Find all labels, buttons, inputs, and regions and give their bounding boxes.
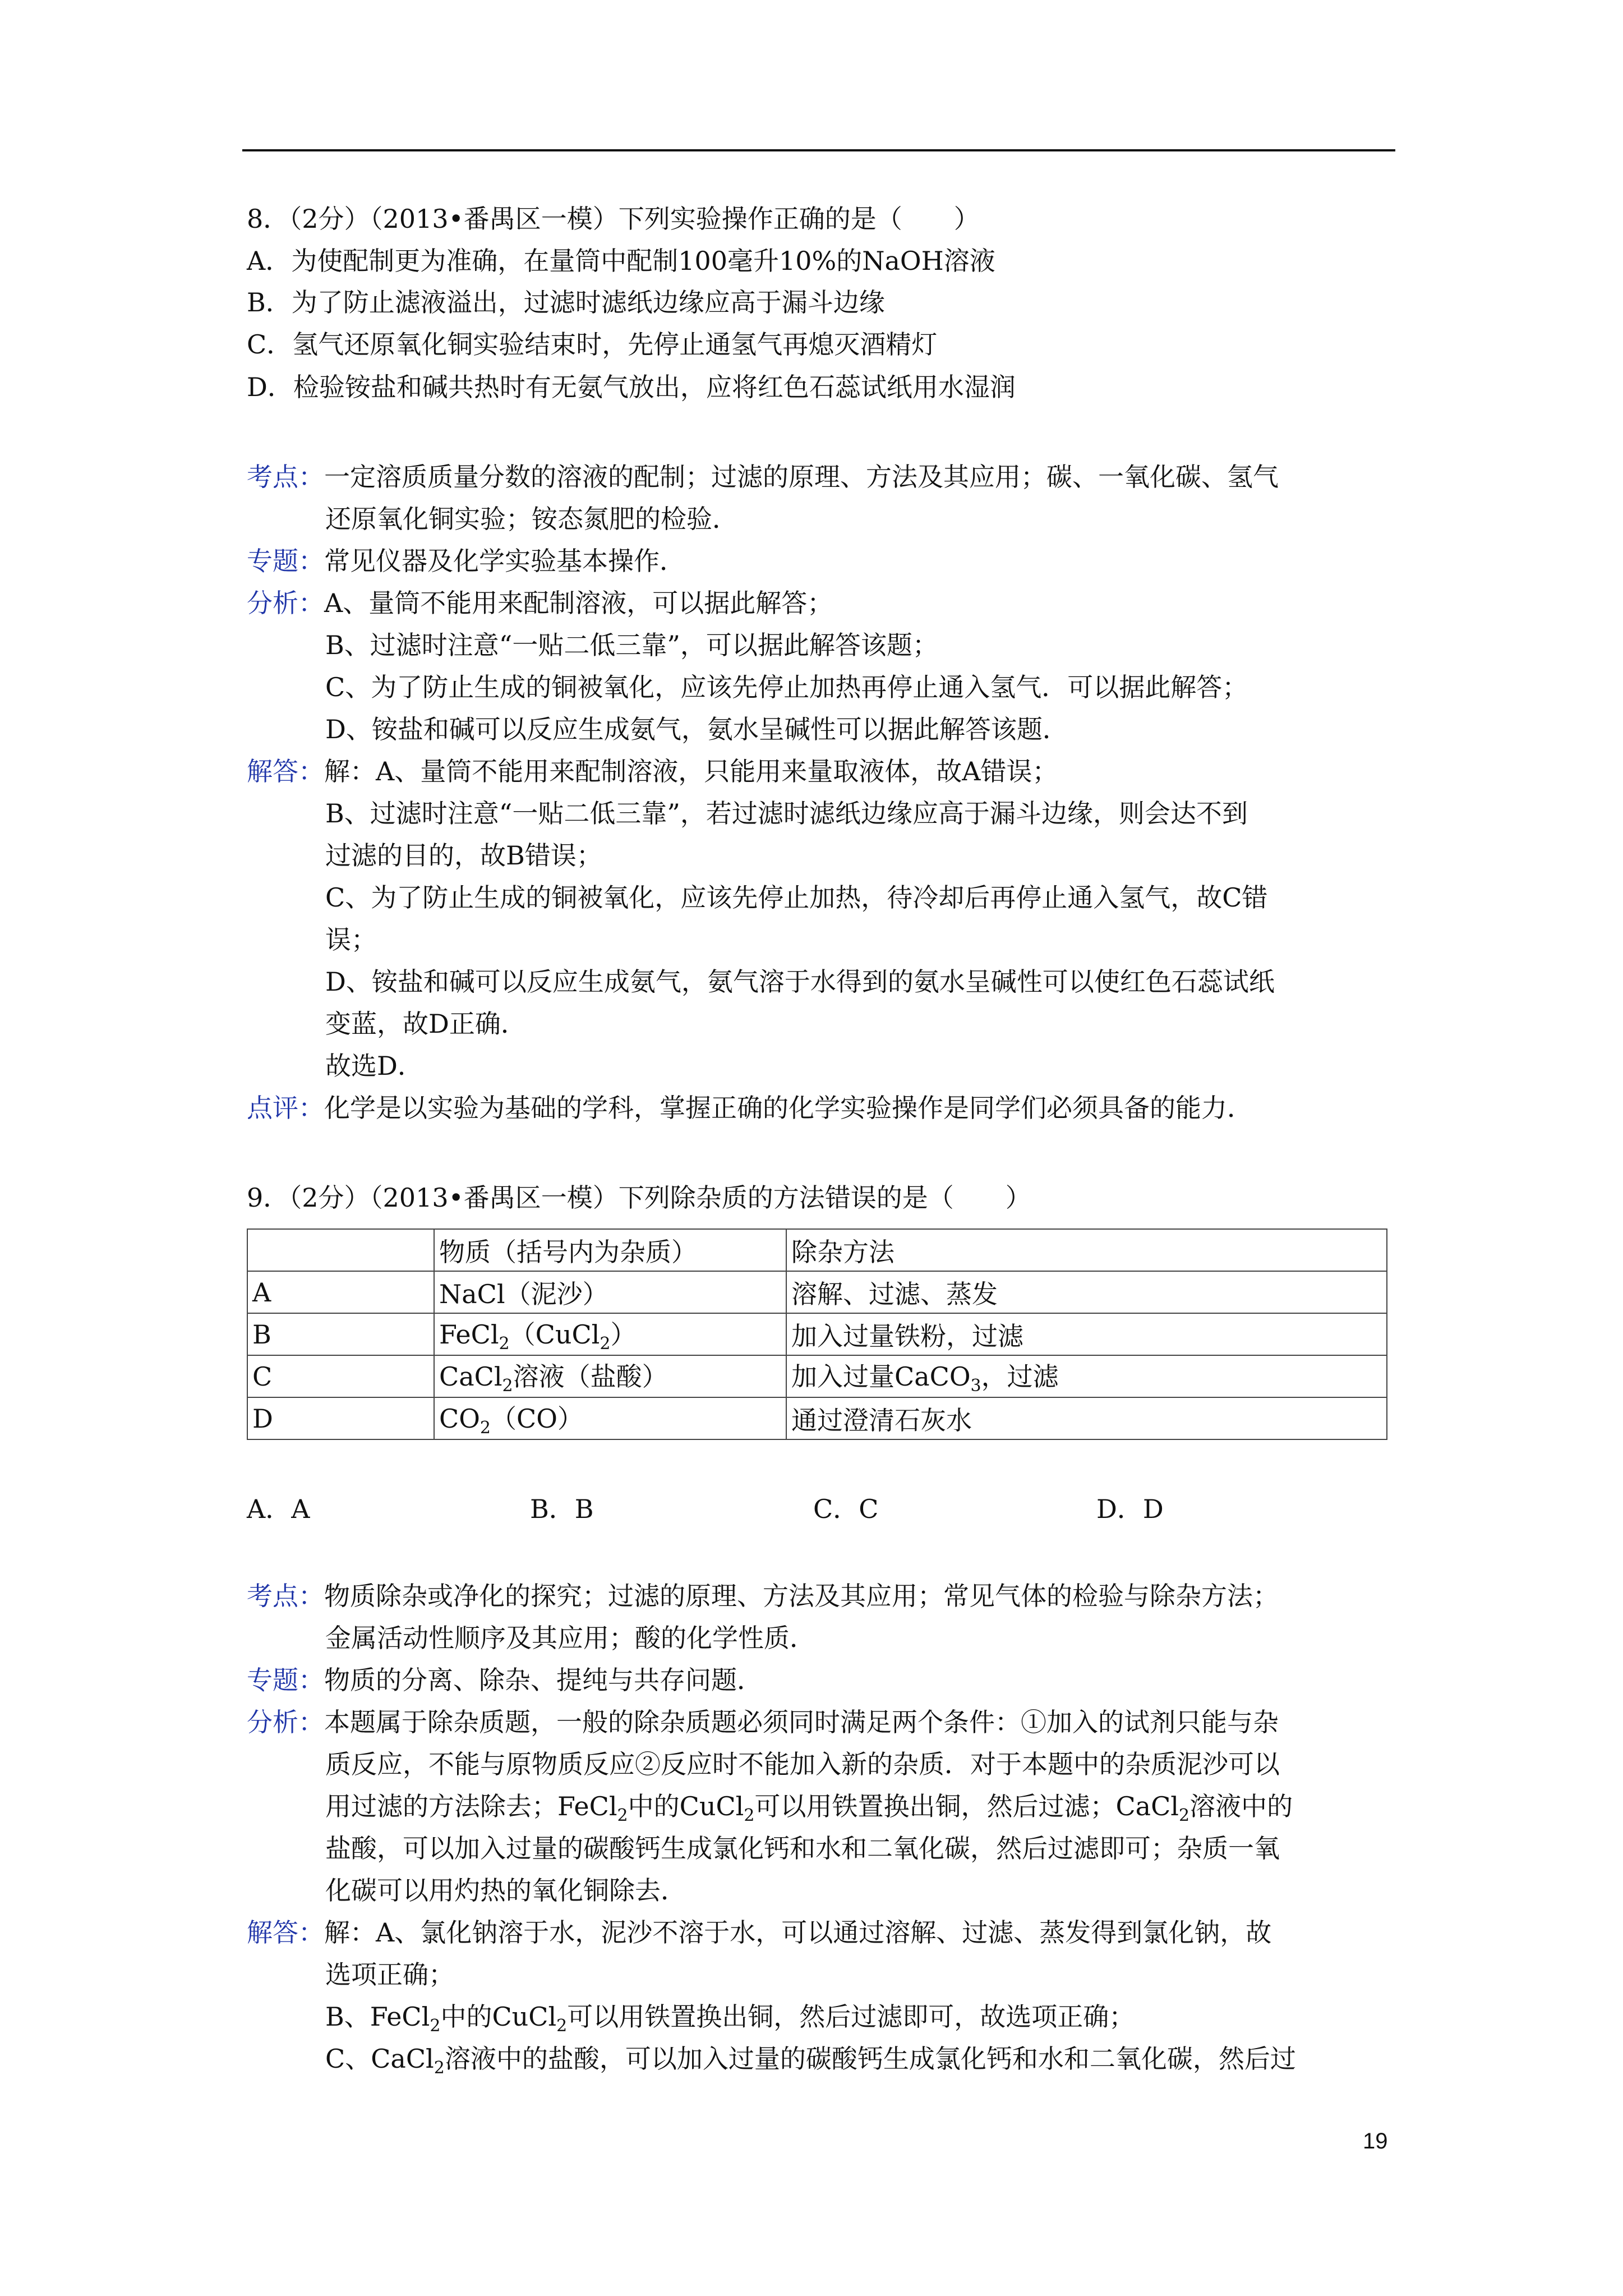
table-header-row <box>247 1229 1387 1271</box>
table-cell: CaCl$_2$溶液（盐酸） <box>434 1355 786 1397</box>
q9-jieda-line: C、CaCl$_2$溶液中的盐酸，可以加入过量的碳酸钙生成氯化钙和水和二氧化碳，然后过 <box>325 2044 1296 2078</box>
table-cell: 通过澄清石灰水 <box>786 1397 1387 1439</box>
q8-dianping: 点评：化学是以实验为基础的学科，掌握正确的化学实验操作是同学们必须具备的能力． <box>247 1093 1253 1123</box>
header-rule <box>242 149 1395 151</box>
table-cell: FeCl$_2$（CuCl$_2$） <box>434 1313 786 1355</box>
q8-jieda-line: B、过滤时注意“一贴二低三靠”，若过滤时滤纸边缘应高于漏斗边缘，则会达不到 <box>325 798 1248 829</box>
fenxi-label: 分析： <box>247 588 324 618</box>
q8-jieda-line: D、铵盐和碱可以反应生成氨气，氨气溶于水得到的氨水呈碱性可以使红色石蕊试纸 <box>325 967 1275 997</box>
q8-jieda-line: 误； <box>325 924 377 955</box>
table-row <box>247 1271 1387 1313</box>
jieda-label: 解答： <box>247 1917 324 1948</box>
table-cell: 除杂方法 <box>786 1229 1387 1271</box>
q9-options-table <box>247 1228 1387 1440</box>
q8-kaodian-cont: 还原氧化铜实验；铵态氮肥的检验． <box>325 504 738 534</box>
q8-fenxi-c: C、为了防止生成的铜被氧化，应该先停止加热再停止通入氢气．可以据此解答； <box>325 672 1248 702</box>
q8-option-c: C．氢气还原氧化铜实验结束时，先停止通氢气再熄灭酒精灯 <box>247 329 938 360</box>
q9-kaodian: 考点：物质除杂或净化的探究；过滤的原理、方法及其应用；常见气体的检验与除杂方法； <box>247 1581 1279 1611</box>
q9-fenxi-line: 盐酸，可以加入过量的碳酸钙生成氯化钙和水和二氧化碳，然后过滤即可；杂质一氧 <box>325 1833 1280 1864</box>
q8-jieda-line: C、为了防止生成的铜被氧化，应该先停止加热，待冷却后再停止通入氢气，故C错 <box>325 882 1268 913</box>
q8-kaodian: 考点：一定溶质质量分数的溶液的配制；过滤的原理、方法及其应用；碳、一氧化碳、氢气 <box>247 462 1279 492</box>
q8-option-b: B．为了防止滤液溢出，过滤时滤纸边缘应高于漏斗边缘 <box>247 287 885 318</box>
table-cell: C <box>247 1355 434 1397</box>
q8-option-d: D．检验铵盐和碱共热时有无氨气放出，应将红色石蕊试纸用水湿润 <box>247 372 1016 402</box>
q9-jieda-line: 选项正确； <box>325 1959 454 1990</box>
table-cell: NaCl（泥沙） <box>434 1271 786 1313</box>
q9-zhuanti: 专题：物质的分离、除杂、提纯与共存问题． <box>247 1665 763 1695</box>
q9-choice-c: C．C <box>813 1494 879 1524</box>
table-cell: 加入过量CaCO$_3$，过滤 <box>786 1355 1387 1397</box>
dianping-label: 点评： <box>247 1093 324 1123</box>
q8-jieda-line: 过滤的目的，故B错误； <box>325 840 602 871</box>
table-row <box>247 1313 1387 1355</box>
q8-option-a: A．为使配制更为准确，在量筒中配制100毫升10%的NaOH溶液 <box>247 246 995 276</box>
table-cell: 加入过量铁粉，过滤 <box>786 1313 1387 1355</box>
q8-fenxi-b: B、过滤时注意“一贴二低三靠”，可以据此解答该题； <box>325 630 938 660</box>
q9-jieda-line: B、FeCl$_2$中的CuCl$_2$可以用铁置换出铜，然后过滤即可，故选项正确； <box>325 2001 1135 2036</box>
q9-jieda: 解答：解：A、氯化钠溶于水，泥沙不溶于水，可以通过溶解、过滤、蒸发得到氯化钠，故 <box>247 1917 1272 1948</box>
q9-kaodian-cont: 金属活动性顺序及其应用；酸的化学性质． <box>325 1623 815 1653</box>
table-cell: 溶解、过滤、蒸发 <box>786 1271 1387 1313</box>
q8-jieda: 解答：解：A、量筒不能用来配制溶液，只能用来量取液体，故A错误； <box>247 756 1058 786</box>
q8-fenxi: 分析：A、量筒不能用来配制溶液，可以据此解答； <box>247 588 833 618</box>
q8-zhuanti: 专题：常见仪器及化学实验基本操作． <box>247 546 685 576</box>
q9-choice-d: D．D <box>1096 1494 1164 1524</box>
q9-fenxi-line: 用过滤的方法除去；FeCl$_2$中的CuCl$_2$可以用铁置换出铜，然后过滤；CaCl$_2$溶液中的 <box>325 1791 1293 1826</box>
q9-fenxi: 分析：本题属于除杂质题，一般的除杂质题必须同时满足两个条件：①加入的试剂只能与杂 <box>247 1707 1279 1737</box>
zhuanti-label: 专题： <box>247 1665 324 1695</box>
q9-fenxi-line: 质反应，不能与原物质反应②反应时不能加入新的杂质．对于本题中的杂质泥沙可以 <box>325 1749 1280 1779</box>
table-row <box>247 1397 1387 1439</box>
table-cell: B <box>247 1313 434 1355</box>
q9-fenxi-line: 化碳可以用灼热的氧化铜除去． <box>325 1875 686 1906</box>
table-cell: 物质（括号内为杂质） <box>434 1229 786 1271</box>
table-cell: D <box>247 1397 434 1439</box>
page-number: 19 <box>1363 2129 1388 2154</box>
table-cell <box>247 1229 434 1271</box>
q9-choice-b: B．B <box>530 1494 594 1524</box>
q9-stem: 9．（2分）（2013•番禺区一模）下列除杂质的方法错误的是（ ） <box>247 1182 1031 1213</box>
zhuanti-label: 专题： <box>247 546 324 576</box>
q8-fenxi-d: D、铵盐和碱可以反应生成氨气，氨水呈碱性可以据此解答该题． <box>325 714 1068 744</box>
fenxi-label: 分析： <box>247 1707 324 1737</box>
q8-jieda-line: 故选D． <box>325 1051 423 1081</box>
kaodian-label: 考点： <box>247 462 324 492</box>
kaodian-label: 考点： <box>247 1581 324 1611</box>
jieda-label: 解答： <box>247 756 324 786</box>
q8-jieda-line: 变蓝，故D正确． <box>325 1009 527 1039</box>
table-cell: A <box>247 1271 434 1313</box>
table-row <box>247 1355 1387 1397</box>
q9-choice-a: A．A <box>247 1494 310 1524</box>
q8-stem: 8．（2分）（2013•番禺区一模）下列实验操作正确的是（ ） <box>247 204 980 234</box>
table-cell: $CO_2(CO)$ <box>434 1397 786 1439</box>
